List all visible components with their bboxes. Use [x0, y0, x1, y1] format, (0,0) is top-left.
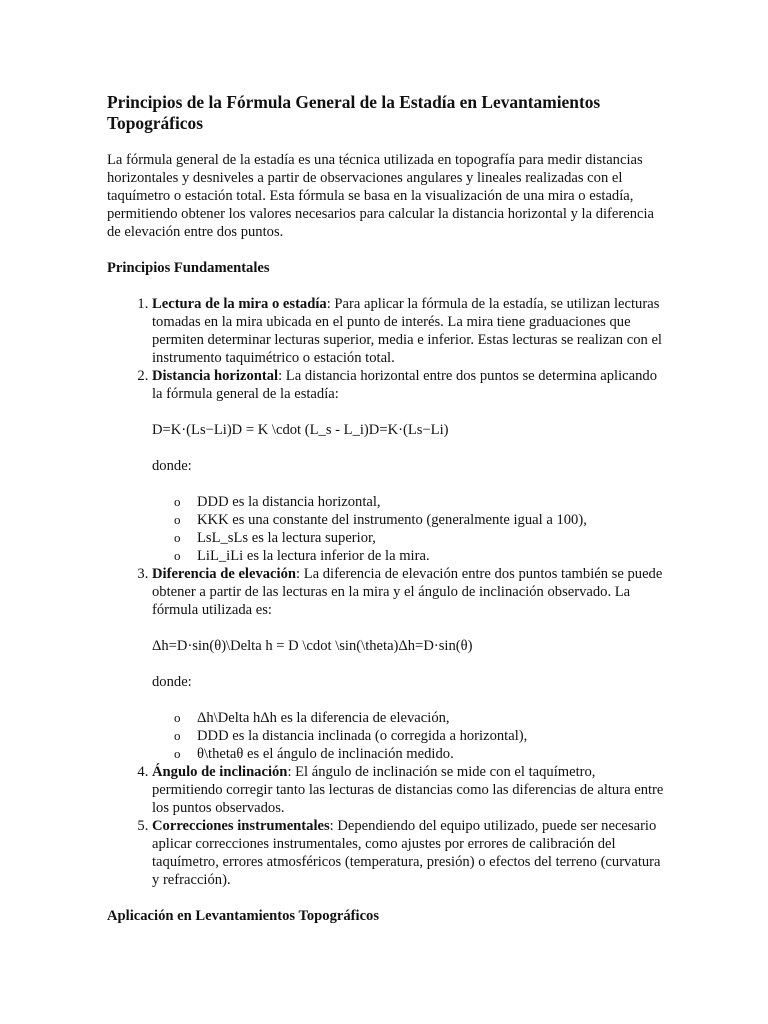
- formula-elevation: Δh=D·sin(θ)\Delta h = D \cdot \sin(\theta)Δh=D·sin(θ): [152, 638, 473, 654]
- document-title: Principios de la Fórmula General de la Estadía en Levantamientos Topográficos: [107, 92, 601, 133]
- variables-list: [152, 493, 668, 565]
- list-item-lectura: [152, 295, 668, 367]
- item-term: Distancia horizontal: [152, 368, 279, 384]
- item-text: : Dependiendo del equipo utilizado, puede ser necesario aplicar correcciones instrumentales, como ajustes por errores de calibración del taquímetro, errores atmosféricos (temperatura, presión) o efectos del terreno (curvatura y refracción).: [152, 818, 661, 888]
- sub-list-item: o DDD es la distancia inclinada (o corregida a horizontal),: [197, 727, 668, 745]
- formula-distance: D=K·(Ls−Li)D = K \cdot (L_s - L_i)D=K·(Ls−Li): [152, 422, 449, 438]
- item-text: : Para aplicar la fórmula de la estadía, se utilizan lecturas tomadas en la mira ubicada en el punto de interés. La mira tiene graduaciones que permiten determinar lecturas superior, media e inferior. Estas lecturas se realizan con el instrumento taquimétrico o estación total.: [152, 296, 662, 366]
- donde-label: donde:: [152, 674, 192, 690]
- sub-list-item: o LsL_sLs es la lectura superior,: [197, 529, 668, 547]
- list-item-correcciones: [152, 817, 668, 889]
- principles-list: [107, 295, 668, 889]
- sub-list-item: o KKK es una constante del instrumento (generalmente igual a 100),: [197, 511, 668, 529]
- donde-label: donde:: [152, 458, 192, 474]
- item-text: : La diferencia de elevación entre dos puntos también se puede obtener a partir de las lecturas en la mira y el ángulo de inclinación observado. La fórmula utilizada es:: [152, 566, 663, 618]
- section-heading-aplicacion: Aplicación en Levantamientos Topográficos: [107, 908, 380, 924]
- sub-list-item: o LiL_iLi es la lectura inferior de la mira.: [197, 547, 668, 565]
- sub-list-item: o DDD es la distancia horizontal,: [197, 493, 668, 511]
- item-term: Correcciones instrumentales: [152, 818, 330, 834]
- section-heading-principios: Principios Fundamentales: [107, 260, 270, 276]
- intro-paragraph: La fórmula general de la estadía es una técnica utilizada en topografía para medir distancias horizontales y desniveles a partir de observaciones angulares y lineales realizadas con el taquímetro o estación total. Esta fórmula se basa en la visualización de una mira o estadía, permitiendo obtener los valores necesarios para calcular la distancia horizontal y la diferencia de elevación entre dos puntos.: [107, 152, 655, 240]
- item-term: Diferencia de elevación: [152, 566, 297, 582]
- sub-list-item: o θ\thetaθ es el ángulo de inclinación medido.: [197, 745, 668, 763]
- list-item-angulo: [152, 763, 668, 817]
- variables-list: [152, 709, 668, 763]
- item-text: : El ángulo de inclinación se mide con el taquímetro, permitiendo corregir tanto las lecturas de distancias como las diferencias de altura entre los puntos observados.: [152, 764, 664, 816]
- item-term: Lectura de la mira o estadía: [152, 296, 327, 312]
- sub-list-item: o Δh\Delta hΔh es la diferencia de elevación,: [197, 709, 668, 727]
- item-term: Ángulo de inclinación: [152, 764, 288, 780]
- list-item-elevacion: [152, 565, 668, 763]
- item-text: : La distancia horizontal entre dos puntos se determina aplicando la fórmula general de la estadía:: [152, 368, 657, 402]
- list-item-distancia: [152, 367, 668, 565]
